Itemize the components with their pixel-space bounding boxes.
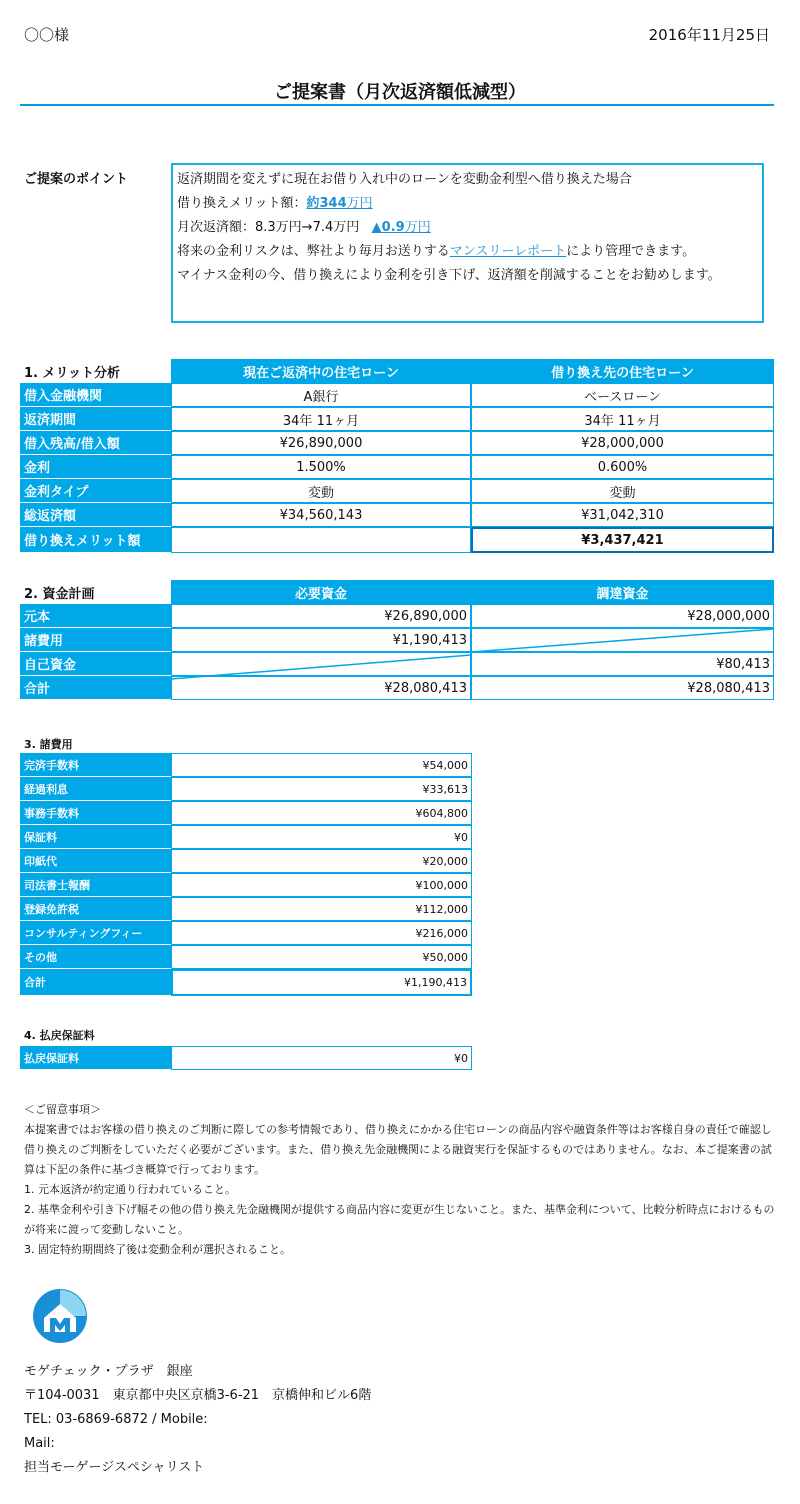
table-row <box>20 945 472 969</box>
new-value: 34年 11ヶ月 <box>471 407 774 431</box>
notes <box>24 1100 776 1260</box>
title-divider <box>20 104 774 106</box>
fee-value: ¥20,000 <box>171 849 472 873</box>
notes-paragraph: 本提案書ではお客様の借り換えのご判断に際しての参考情報であり、借り換えにかかる住宅ローンの商品内容や融資条件等はお客様自身の責任で確認し借り換えのご判断をしていただく必要がございます。また、借り換え先金融機関による融資実行を保証するものではありません。なお、本ご提案書の試算は下記の条件に基づき概算で行っております。 <box>24 1123 772 1176</box>
notes-condition-2: 2. 基準金利や引き下げ幅その他の借り換え先金融機関が提供する商品内容に変更が生じないこと。また、基準金利について、比較分析時点におけるものが将来に渡って変動しないこと。 <box>24 1203 775 1236</box>
table-row <box>20 455 774 479</box>
fee-value: ¥50,000 <box>171 945 472 969</box>
raise-value: ¥28,080,413 <box>471 676 774 700</box>
point-line-4-prefix: 将来の金利リスクは、弊社より毎月お送りする <box>177 244 450 259</box>
merit-amount: 約344 <box>306 196 347 211</box>
funds-section-title: 2. 資金計画 <box>24 586 95 602</box>
document-date: 2016年11月25日 <box>648 26 770 44</box>
merit-amount-link[interactable] <box>306 196 372 211</box>
row-label: 諸費用 <box>20 628 171 652</box>
table-row <box>20 503 774 527</box>
monthly-report-link[interactable]: マンスリーレポート <box>449 244 567 259</box>
fee-value: ¥604,800 <box>171 801 472 825</box>
table-row <box>20 431 774 455</box>
merit-section-title: 1. メリット分析 <box>24 365 120 381</box>
table-row <box>20 1046 472 1070</box>
point-box <box>171 163 764 323</box>
refund-section-title: 4. 払戻保証料 <box>24 1029 95 1042</box>
point-line-5: マイナス金利の今、借り換えにより金利を引き下げ、返済額を削減することをお勧めします。 <box>177 268 721 283</box>
office-address: 〒104-0031 東京都中央区京橋3-6-21 京橋伸和ビル6階 <box>24 1388 372 1403</box>
need-value: ¥26,890,000 <box>171 604 471 628</box>
merit-col-new: 借り換え先の住宅ローン <box>471 359 774 383</box>
row-label: 保証料 <box>20 825 171 849</box>
office-mail: Mail: <box>24 1436 55 1451</box>
table-row <box>20 777 472 801</box>
point-line-2 <box>177 192 758 216</box>
new-value: 0.600% <box>471 455 774 479</box>
row-label: 金利タイプ <box>20 479 171 503</box>
row-label: 完済手数料 <box>20 753 171 777</box>
row-label: 合計 <box>20 676 171 700</box>
footer-contact <box>24 1360 371 1480</box>
point-line-1: 返済期間を変えずに現在お借り入れ中のローンを変動金利型へ借り換えた場合 <box>177 172 632 187</box>
table-row <box>20 873 472 897</box>
row-label: 金利 <box>20 455 171 479</box>
row-label: 経過利息 <box>20 777 171 801</box>
customer-name: 〇〇様 <box>24 26 70 44</box>
row-label: 借入残高/借入額 <box>20 431 171 455</box>
fees-section-title: 3. 諸費用 <box>24 738 73 751</box>
refund-value: ¥0 <box>171 1046 472 1070</box>
empty-cell-diagonal <box>471 628 775 654</box>
point-label: ご提案のポイント <box>24 172 129 187</box>
row-label: コンサルティングフィー <box>20 921 171 945</box>
current-value: 1.500% <box>171 455 471 479</box>
funds-col-need: 必要資金 <box>171 580 471 604</box>
merit-table <box>20 359 774 553</box>
row-label: 合計 <box>20 969 171 996</box>
merit-label: 借り換えメリット額： <box>177 196 307 211</box>
row-label: 司法書士報酬 <box>20 873 171 897</box>
table-row <box>20 801 472 825</box>
merit-unit: 万円 <box>346 196 373 211</box>
page-title: ご提案書（月次返済額低減型） <box>274 82 526 103</box>
funds-col-raise: 調達資金 <box>471 580 774 604</box>
row-label: 借入金融機関 <box>20 383 171 407</box>
new-value: ¥28,000,000 <box>471 431 774 455</box>
empty-cell-diagonal <box>171 654 474 680</box>
office-tel: TEL: 03-6869-6872 / Mobile: <box>24 1412 208 1427</box>
fee-value: ¥0 <box>171 825 472 849</box>
current-value: 34年 11ヶ月 <box>171 407 471 431</box>
point-line-3 <box>177 216 758 240</box>
merit-total-value: ¥3,437,421 <box>471 527 774 553</box>
need-value: ¥28,080,413 <box>171 676 471 700</box>
table-row <box>20 604 774 628</box>
fee-value: ¥33,613 <box>171 777 472 801</box>
table-row <box>20 921 472 945</box>
row-label: その他 <box>20 945 171 969</box>
table-row <box>20 407 774 431</box>
monthly-reduction-unit: 万円 <box>404 220 431 235</box>
current-value: ¥26,890,000 <box>171 431 471 455</box>
table-row <box>20 753 472 777</box>
point-line-4-suffix: により管理できます。 <box>566 244 696 259</box>
row-label: 自己資金 <box>20 652 171 676</box>
merit-col-current: 現在ご返済中の住宅ローン <box>171 359 471 383</box>
point-line-4 <box>177 240 758 264</box>
monthly-reduction-link[interactable] <box>372 220 431 235</box>
current-value: A銀行 <box>171 383 471 407</box>
new-value: ¥31,042,310 <box>471 503 774 527</box>
fees-table <box>20 753 472 996</box>
row-label: 払戻保証料 <box>20 1046 171 1070</box>
need-value: ¥1,190,413 <box>171 628 471 652</box>
current-value: 変動 <box>171 479 471 503</box>
row-label: 印紙代 <box>20 849 171 873</box>
staff-title: 担当モーゲージスペシャリスト <box>24 1460 205 1475</box>
company-logo <box>32 1288 88 1344</box>
row-label: 借り換えメリット額 <box>20 527 171 553</box>
raise-value: ¥80,413 <box>471 652 774 676</box>
raise-value: ¥28,000,000 <box>471 604 774 628</box>
monthly-reduction: ▲0.9 <box>371 220 405 235</box>
fee-value: ¥216,000 <box>171 921 472 945</box>
table-row <box>20 527 774 553</box>
fee-value: ¥54,000 <box>171 753 472 777</box>
notes-heading: ＜ご留意事項＞ <box>24 1103 101 1116</box>
refund-table <box>20 1046 472 1070</box>
row-label: 元本 <box>20 604 171 628</box>
new-value: 変動 <box>471 479 774 503</box>
table-row <box>20 897 472 921</box>
notes-condition-3: 3. 固定特約期間終了後は変動金利が選択されること。 <box>24 1243 291 1256</box>
table-row <box>20 383 774 407</box>
table-row <box>20 849 472 873</box>
current-value: ¥34,560,143 <box>171 503 471 527</box>
monthly-payment-text: 月次返済額：8.3万円→7.4万円 <box>177 220 360 235</box>
row-label: 事務手数料 <box>20 801 171 825</box>
current-value <box>171 527 471 553</box>
fee-total-value: ¥1,190,413 <box>171 969 472 996</box>
notes-condition-1: 1. 元本返済が約定通り行われていること。 <box>24 1183 236 1196</box>
fee-value: ¥112,000 <box>171 897 472 921</box>
row-label: 登録免許税 <box>20 897 171 921</box>
table-row <box>20 479 774 503</box>
office-name: モゲチェック・プラザ 銀座 <box>24 1364 193 1379</box>
row-label: 返済期間 <box>20 407 171 431</box>
table-row <box>20 825 472 849</box>
table-row <box>20 969 472 996</box>
row-label: 総返済額 <box>20 503 171 527</box>
new-value: ベースローン <box>471 383 774 407</box>
fee-value: ¥100,000 <box>171 873 472 897</box>
